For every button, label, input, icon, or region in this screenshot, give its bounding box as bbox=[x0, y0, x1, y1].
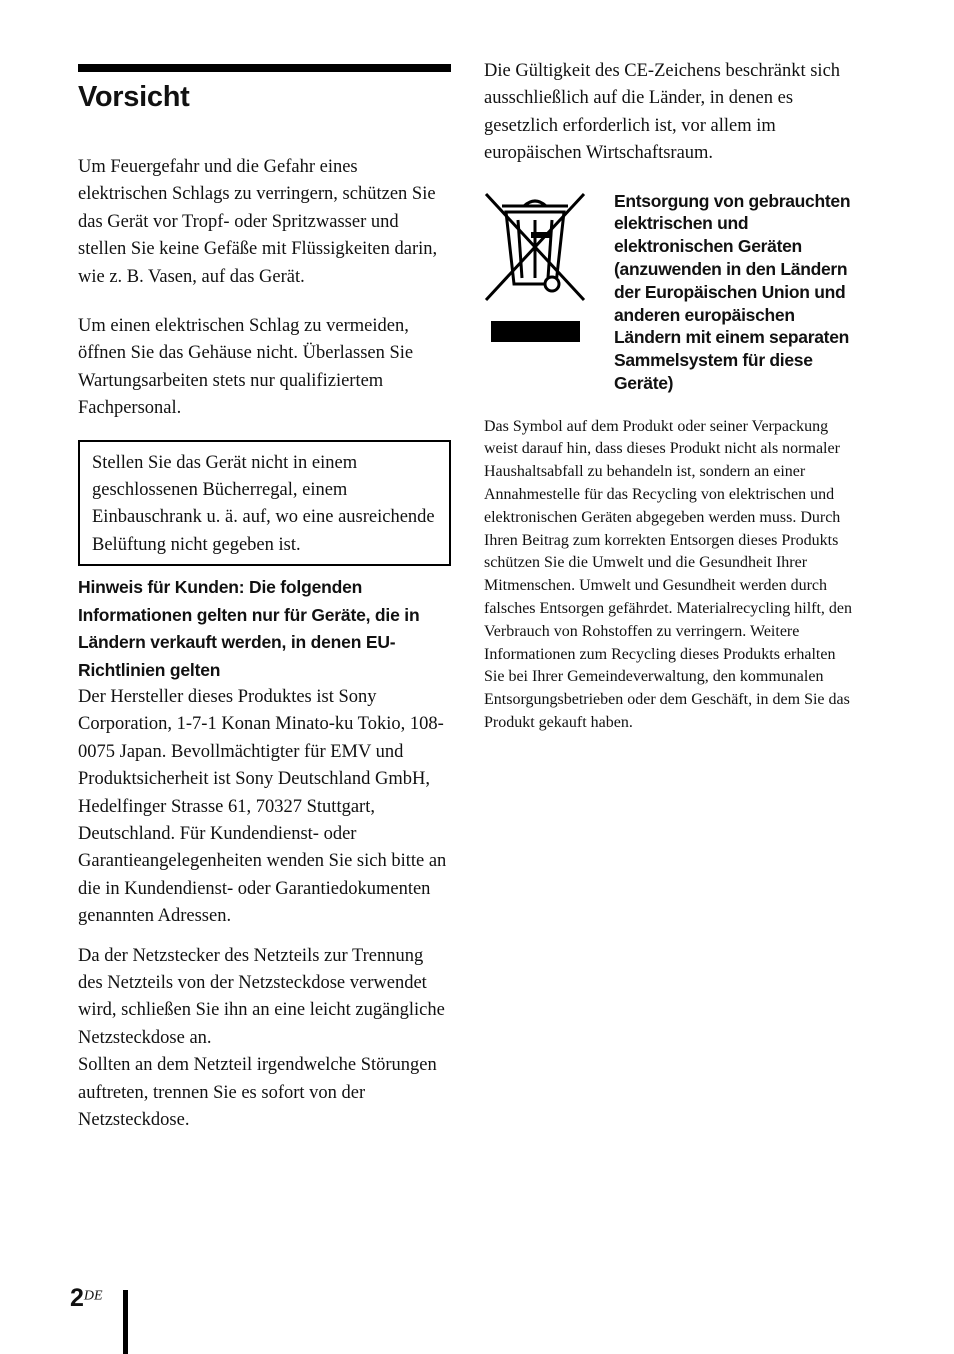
disposal-paragraph: Das Symbol auf dem Produkt oder seiner Verpackung weist darauf hin, dass dieses Produkt nicht als normaler Haushaltsabfall zu behandeln ist, sondern an einer Annahmestelle für das Recycling von elektrischen und elektronischen Geräten abgegeben werden muss. Durch Ihren Beitrag zum korrekten Entsorgen dieses Produkts schützen Sie die Umwelt und die Gesundheit Ihrer Mitmenschen. Umwelt und Gesundheit werden durch falsches Entsorgen gefährdet. Materialrecycling hilft, den Verbrauch von Rohstoffen zu verringern. Weitere Informationen zum Recycling dieses Produkts erhalten Sie bei Ihrer Gemeindeverwaltung, den kommunalen Entsorgungsbetrieben oder dem Geschäft, in dem Sie das Produkt gekauft haben. bbox=[484, 417, 853, 731]
page-number: 2 bbox=[70, 1284, 84, 1312]
crossed-out-wheelie-bin-icon bbox=[484, 192, 586, 302]
manufacturer-paragraph: Der Hersteller dieses Produktes ist Sony Corporation, 1-7-1 Konan Minato-ku Tokio, 108-0075 Japan. Bevollmächtigter für EMV und Produktsicherheit ist Sony Deutschland GmbH, Hedelfinger Strasse 61, 70327 Stuttgart, Deutschland. Für Kundendienst- oder Garantieangelegenheiten wenden Sie sich bitte an die in Kundendienst- oder Garantiedokumenten genannten Adressen. bbox=[78, 686, 447, 927]
page-footer bbox=[70, 1284, 103, 1313]
malfunction-paragraph: Sollten an dem Netzteil irgendwelche Störungen auftreten, trennen Sie es sofort von der Netzsteckdose. bbox=[78, 1055, 437, 1130]
left-column bbox=[78, 64, 451, 1134]
right-column bbox=[484, 58, 854, 735]
shock-warning-paragraph: Um einen elektrischen Schlag zu vermeiden, öffnen Sie das Gehäuse nicht. Überlassen Sie Wartungsarbeiten stets nur qualifiziertem Fachpersonal. bbox=[78, 316, 414, 419]
fire-warning-paragraph: Um Feuergefahr und die Gefahr eines elektrischen Schlags zu verringern, schützen Sie das Gerät vor Tropf- oder Spritzwasser und stellen Sie keine Gefäße mit Flüssigkeiten darin, wie z. B. Vasen, auf das Gerät. bbox=[78, 157, 438, 287]
disposal-heading: Entsorgung von gebrauchten elektrischen und elektronischen Geräten (anzuwenden in den Ländern der Europäischen Union und anderen europäischen Ländern mit einem separaten Sammelsystem für diese Geräte) bbox=[614, 190, 851, 393]
footer-rule bbox=[123, 1290, 128, 1354]
bin-underbar bbox=[491, 321, 580, 342]
mains-plug-paragraph: Da der Netzstecker des Netzteils zur Trennung des Netzteils von der Netzsteckdose verwendet wird, schließen Sie ihn an eine leicht zugängliche Netzsteckdose an. bbox=[78, 945, 445, 1048]
eu-customer-notice-heading: Hinweis für Kunden: Die folgenden Informationen gelten nur für Geräte, die in Ländern verkauft werden, in denen EU-Richtlinien gelten bbox=[78, 577, 420, 680]
disposal-section bbox=[484, 190, 854, 416]
ventilation-notice-box: Stellen Sie das Gerät nicht in einem geschlossenen Bücherregal, einem Einbauschrank u. ä. auf, wo eine ausreichende Belüftung nicht gegeben ist. bbox=[78, 440, 451, 567]
ce-mark-paragraph: Die Gültigkeit des CE-Zeichens beschränkt sich ausschließlich auf die Länder, in denen es gesetzlich erforderlich ist, vor allem im europäischen Wirtschaftsraum. bbox=[484, 61, 841, 164]
page-title: Vorsicht bbox=[78, 81, 190, 113]
page-language: DE bbox=[83, 1288, 103, 1304]
title-rule bbox=[78, 64, 451, 72]
